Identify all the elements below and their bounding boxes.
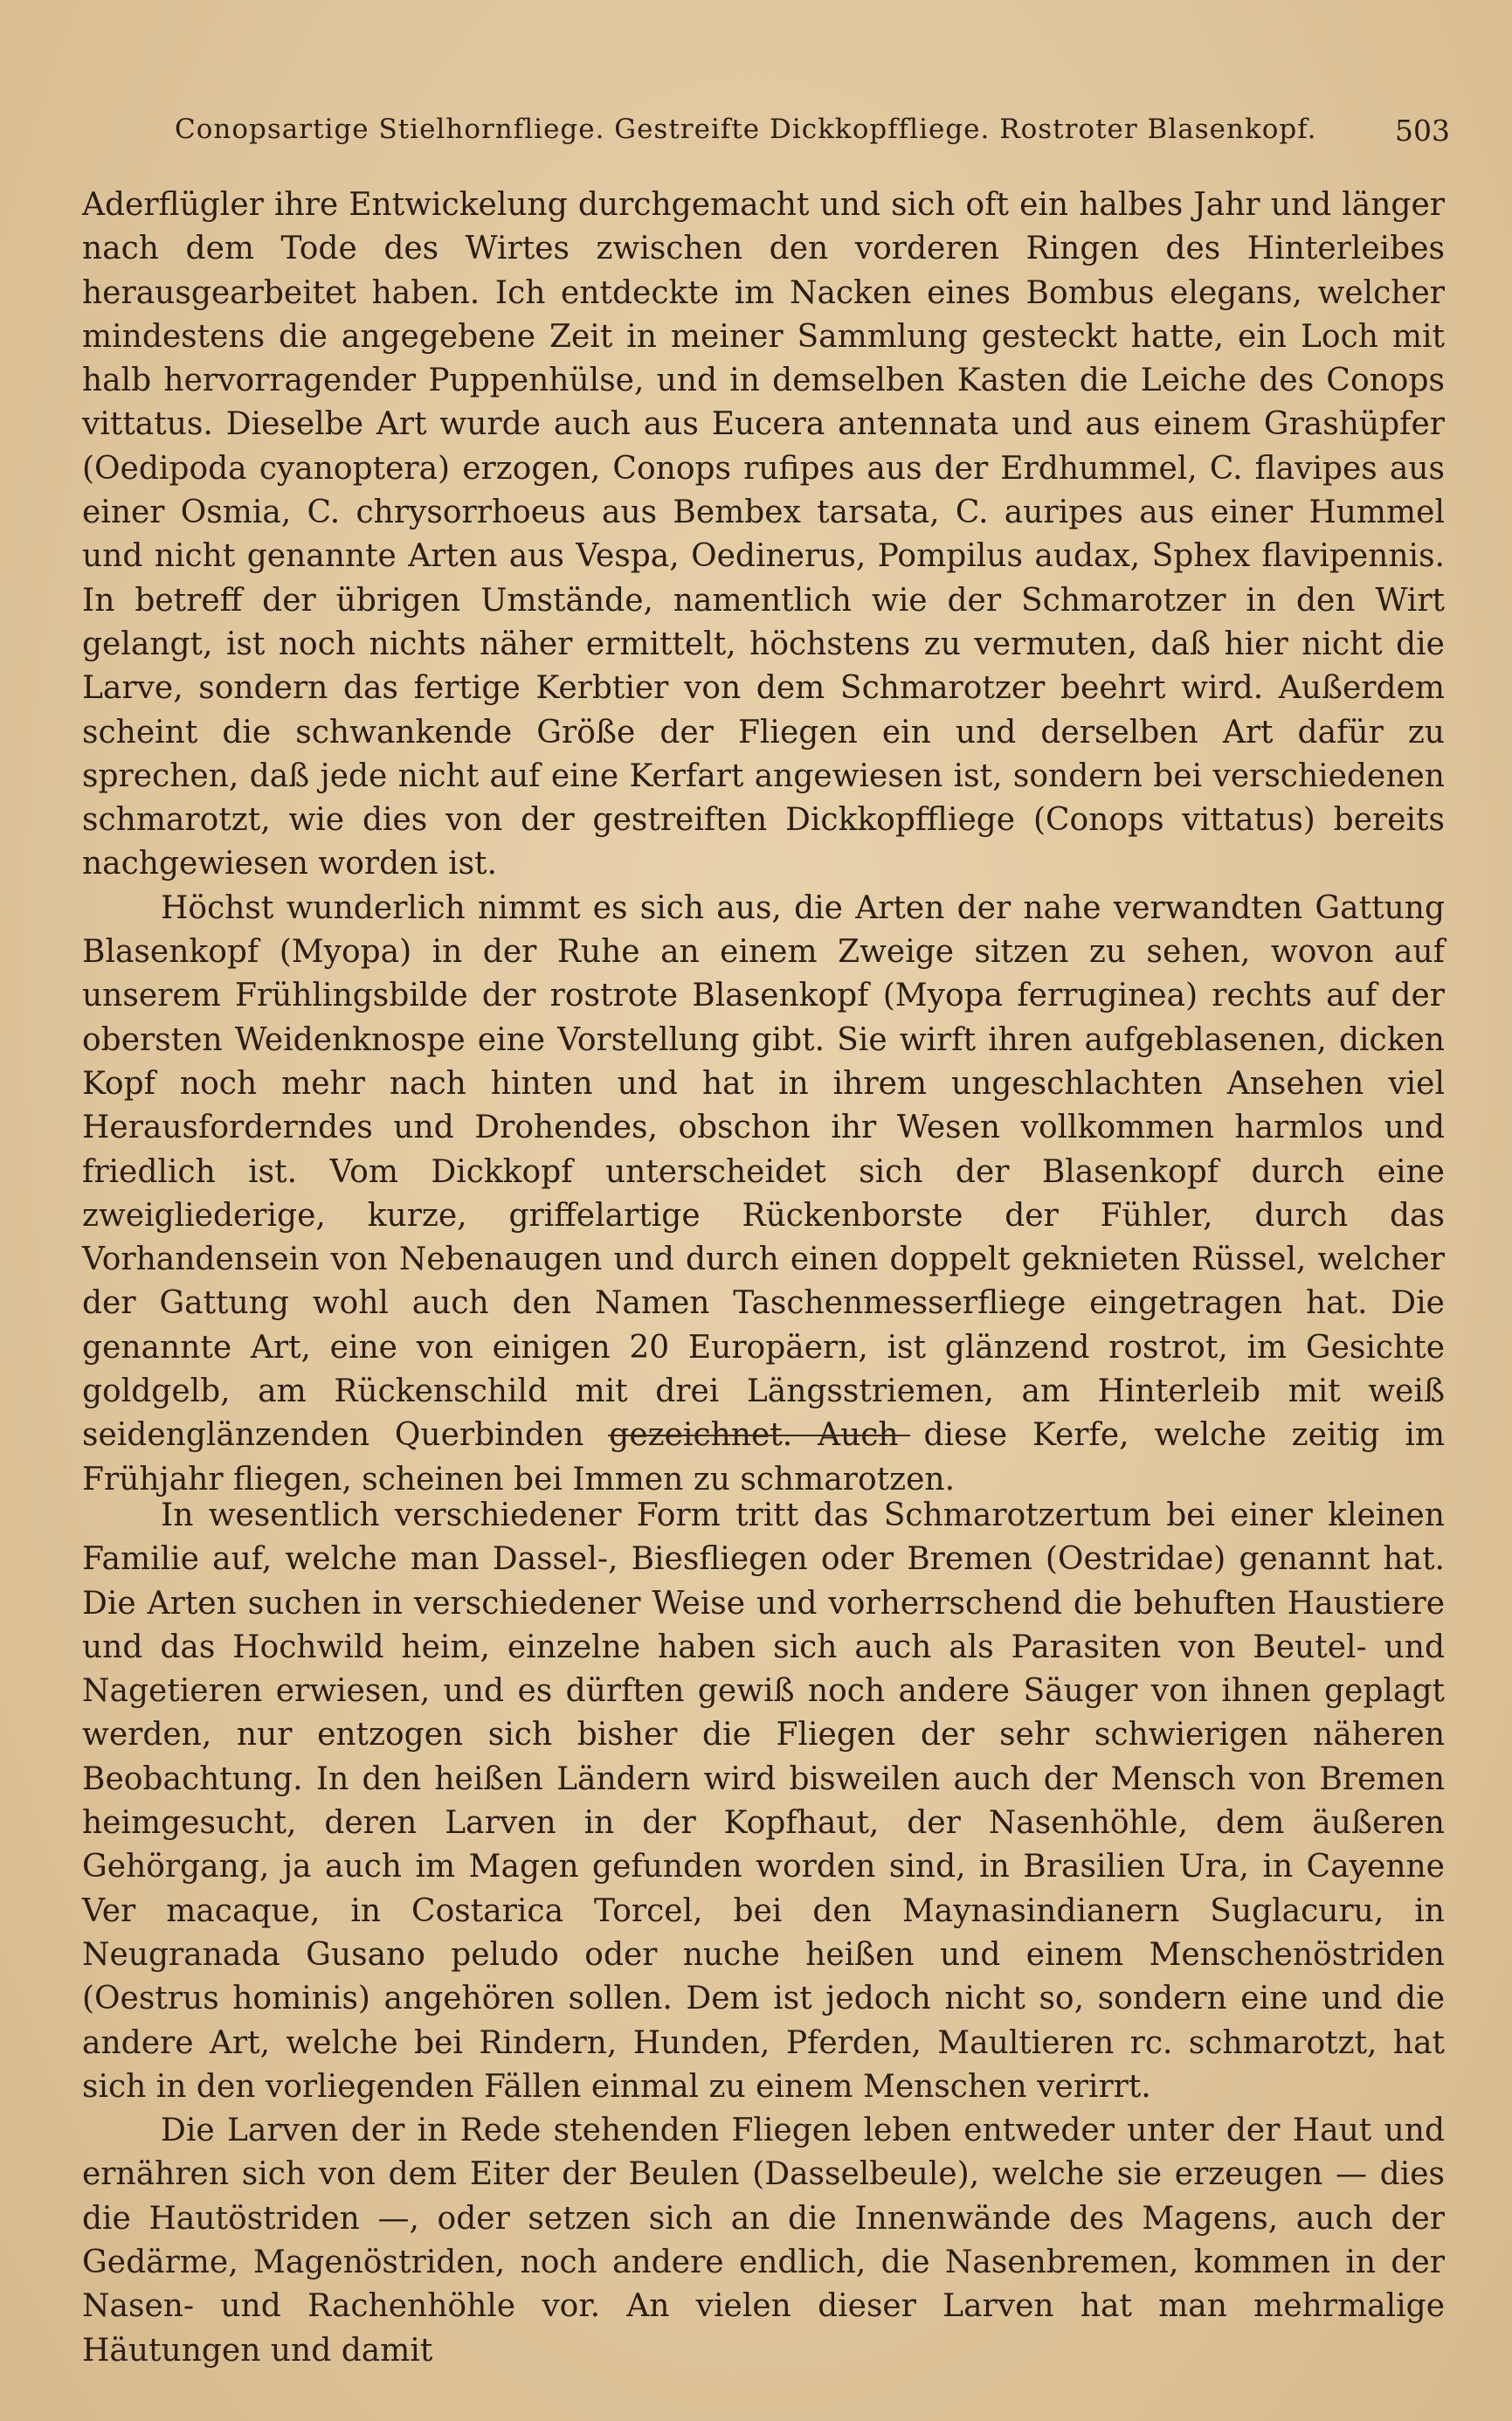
paragraph: Höchst wunderlich nimmt es sich aus, die Arten der nahe verwandten Gattung Blasenkopf (Myopa) in der Ruhe an einem Zweige sitzen zu sehen, wovon auf unserem Frühlingsbilde der rostrote Blasenkopf (Myopa ferruginea) rechts auf der obersten Weidenknospe eine Vorstellung gibt. Sie wirft ihren aufgeblasenen, dicken Kopf noch mehr nach hinten und hat in ihrem ungeschlachten Ansehen viel Herausforderndes und Drohendes, obschon ihr Wesen vollkommen harmlos und friedlich ist. Vom Dickkopf unterscheidet sich der Blasenkopf durch eine zweigliederige, kurze, griffelartige Rückenborste der Fühler, durch das Vorhandensein von Nebenaugen und durch einen doppelt geknieten Rüssel, welcher der Gattung wohl auch den Namen Taschenmesserfliege eingetragen hat. Die genannte Art, eine von einigen 20 Europäern, ist glänzend rostrot, im Gesichte goldgelb, am Rückenschild mit drei Längsstriemen, am Hinterleib mit weiß seidenglänzenden Querbinden gezeichnet. Auch diese Kerfe, welche zeitig im Frühjahr fliegen, scheinen bei Immen zu schmarotzen. xyxy=(82,889,1445,1498)
paragraph: Aderflügler ihre Entwickelung durchgemacht und sich oft ein halbes Jahr und länger nach dem Tode des Wirtes zwischen den vorderen Ringen des Hinterleibes herausgearbeitet haben. Ich entdeckte im Nacken eines Bombus elegans, welcher mindestens die angegebene Zeit in meiner Sammlung gesteckt hatte, ein Loch mit halb hervorragender Puppenhülse, und in demselben Kasten die Leiche des Conops vittatus. Dieselbe Art wurde auch aus Eucera antennata und aus einem Grashüpfer (Oedipoda cyanoptera) erzogen, Conops rufipes aus der Erdhummel, C. flavipes aus einer Osmia, C. chrysorrhoeus aus Bembex tarsata, C. auripes aus einer Hummel und nicht genannte Arten aus Vespa, Oedinerus, Pompilus audax, Sphex flavipennis. In betreff der übrigen Umstände, namentlich wie der Schmarotzer in den Wirt gelangt, ist noch nichts näher ermittelt, höchstens zu vermuten, daß hier nicht die Larve, sondern das fertige Kerbtier von dem Schmarotzer beehrt wird. Außerdem scheint die schwankende Größe der Fliegen ein und derselben Art dafür zu sprechen, daß jede nicht auf eine Kerfart angewiesen ist, sondern bei verschiedenen schmarotzt, wie dies von der gestreiften Dickkopffliege (Conops vittatus) bereits nachgewiesen worden ist. xyxy=(82,187,1445,882)
text-section-conops xyxy=(82,183,1445,1502)
page-header xyxy=(175,114,1450,157)
section-divider xyxy=(608,1435,910,1436)
paragraph: Die Larven der in Rede stehenden Fliegen leben entweder unter der Haut und ernähren sich von dem Eiter der Beulen (Dasselbeule), welche sie erzeugen — dies die Hautöstriden —, oder setzen sich an die Innenwände des Magens, auch der Gedärme, Magenöstriden, noch andere endlich, die Nasenbremen, kommen in der Nasen- und Rachenhöhle vor. An vielen dieser Larven hat man mehrmalige Häutungen und damit xyxy=(82,2113,1445,2369)
running-title: Conopsartige Stielhornfliege. Gestreifte Dickkopffliege. Rostroter Blasenkopf. xyxy=(175,114,1317,145)
page-number: 503 xyxy=(1395,114,1450,148)
text-section-oestridae xyxy=(82,1494,1445,2373)
paragraph: In wesentlich verschiedener Form tritt das Schmarotzertum bei einer kleinen Familie auf, welche man Dassel-, Biesfliegen oder Bremen (Oestridae) genannt hat. Die Arten suchen in verschiedener Weise und vorherrschend die behuften Haustiere und das Hochwild heim, einzelne haben sich auch als Parasiten von Beutel- und Nagetieren erwiesen, und es dürften gewiß noch andere Säuger von ihnen geplagt werden, nur entzogen sich bisher die Fliegen der sehr schwierigen näheren Beobachtung. In den heißen Ländern wird bisweilen auch der Mensch von Bremen heimgesucht, deren Larven in der Kopfhaut, der Nasenhöhle, dem äußeren Gehörgang, ja auch im Magen gefunden worden sind, in Brasilien Ura, in Cayenne Ver macaque, in Costarica Torcel, bei den Maynasindianern Suglacuru, in Neugranada Gusano peludo oder nuche heißen und einem Menschenöstriden (Oestrus hominis) angehören sollen. Dem ist jedoch nicht so, sondern eine und die andere Art, welche bei Rindern, Hunden, Pferden, Maultieren rc. schmarotzt, hat sich in den vorliegenden Fällen einmal zu einem Menschen verirrt. xyxy=(82,1498,1445,2105)
